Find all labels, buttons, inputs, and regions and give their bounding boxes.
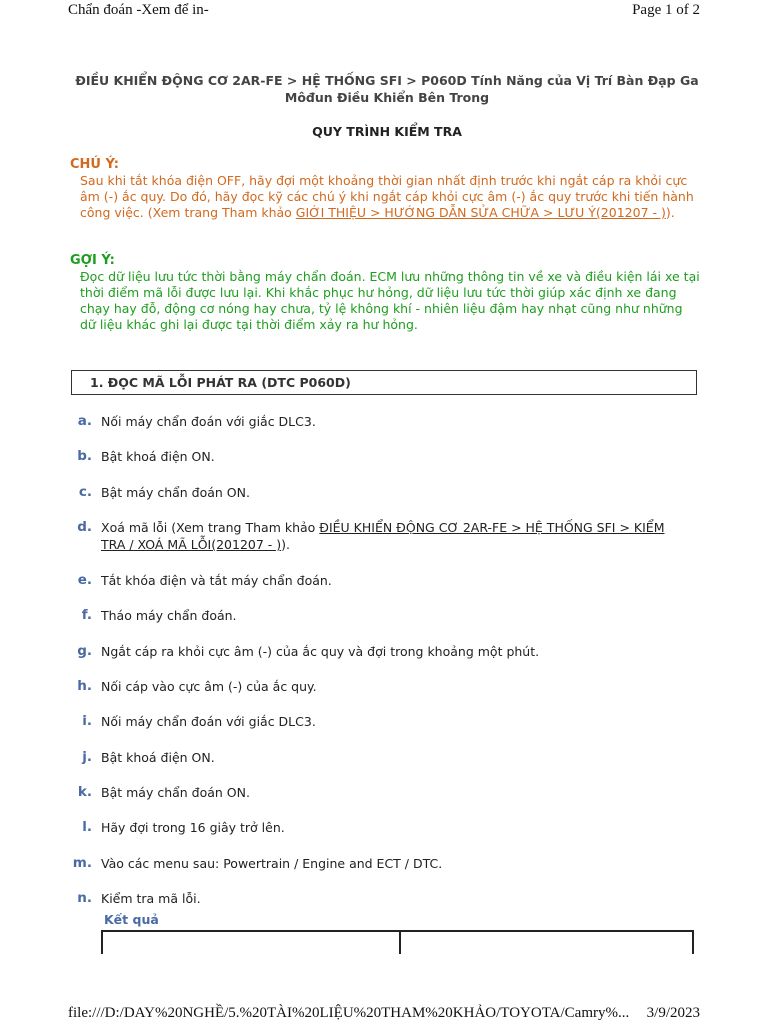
page-title: ĐIỀU KHIỂN ĐỘNG CƠ 2AR-FE > HỆ THỐNG SFI > P060D Tính Năng của Vị Trí Bàn Đạp Ga Môđun Điều Khiển Bên Trong (75, 73, 699, 105)
step-text: Tắt khóa điện và tắt máy chẩn đoán. (101, 573, 332, 588)
step-letter: a. (77, 413, 92, 429)
step-text: Vào các menu sau: Powertrain / Engine and ECT / DTC. (101, 856, 443, 871)
step-text: Bật máy chẩn đoán ON. (101, 785, 250, 800)
step-text: Kiểm tra mã lỗi. (101, 891, 201, 906)
section-heading-box (71, 370, 697, 395)
step-letter: g. (77, 643, 92, 659)
page-number: Page 1 of 2 (632, 2, 700, 18)
file-path: file:///D:/DAY%20NGHỀ/5.%20TÀI%20LIỆU%20THAM%20KHẢO/TOYOTA/Camry%... (68, 1005, 630, 1021)
print-header-title: Chẩn đoán -Xem để in- (68, 2, 209, 18)
result-table (101, 930, 694, 954)
step-text: Hãy đợi trong 16 giây trở lên. (101, 820, 285, 835)
step-letter: h. (77, 678, 92, 694)
section-title: 1. ĐỌC MÃ LỖI PHÁT RA (DTC P060D) (90, 375, 351, 390)
step-text (101, 519, 691, 553)
step-letter: e. (77, 572, 92, 588)
hint-text: Đọc dữ liệu lưu tức thời bằng máy chẩn đoán. ECM lưu những thông tin về xe và điều kiện lái xe tại thời điểm mã lỗi được lưu lại. Khi khắc phục hư hỏng, dữ liệu lưu tức thời giúp xác định xe đang chạy hay đỗ, động cơ nóng hay chưa, tỷ lệ không khí - nhiên liệu đậm hay nhạt cũng như những dữ liệu khác ghi lại được tại thời điểm xảy ra hư hỏng. (80, 269, 700, 332)
step-text: Bật khoá điện ON. (101, 750, 215, 765)
caution-body: Sau khi tắt khóa điện OFF, hãy đợi một khoảng thời gian nhất định trước khi ngắt cáp ra khỏi cực âm (-) ắc quy. Do đó, hãy đọc kỹ các chú ý khi ngắt cáp khỏi cực âm (-) ắc quy trước khi tiến hành công việc. (Xem trang Tham khảo (80, 173, 694, 220)
step-text: Nối máy chẩn đoán với giắc DLC3. (101, 714, 316, 729)
step-text-body: Xoá mã lỗi (Xem trang Tham khảo (101, 520, 320, 535)
step-letter: l. (82, 819, 92, 835)
result-label: Kết quả (104, 912, 159, 927)
step-text: Bật khoá điện ON. (101, 449, 215, 464)
procedure-heading: QUY TRÌNH KIỂM TRA (312, 124, 462, 139)
step-letter: j. (82, 749, 92, 765)
step-text: Nối máy chẩn đoán với giắc DLC3. (101, 414, 316, 429)
step-text: Nối cáp vào cực âm (-) của ắc quy. (101, 679, 317, 694)
step-letter: m. (72, 855, 92, 871)
caution-after: ). (665, 205, 675, 220)
caution-text (80, 173, 700, 221)
step-reference-link[interactable]: ĐIỀU KHIỂN ĐỘNG CƠ 2AR-FE > HỆ THỐNG SFI > KIỂM TRA / XOÁ MÃ LỖI(201207 - ) (101, 520, 665, 552)
step-letter: n. (77, 890, 92, 906)
step-letter: f. (81, 607, 92, 623)
step-letter: b. (77, 448, 92, 464)
step-letter: c. (78, 484, 92, 500)
step-text: Tháo máy chẩn đoán. (101, 608, 237, 623)
step-text-after: ). (281, 537, 291, 552)
caution-reference-link[interactable]: GIỚI THIỆU > HƯỚNG DẪN SỬA CHỮA > LƯU Ý(201207 - ) (295, 205, 666, 220)
step-text: Bật máy chẩn đoán ON. (101, 485, 250, 500)
step-letter: d. (77, 519, 92, 535)
caution-label: CHÚ Ý: (70, 157, 119, 172)
step-letter: i. (82, 713, 92, 729)
print-date: 3/9/2023 (646, 1005, 700, 1021)
hint-label: GỢI Ý: (70, 253, 115, 268)
step-letter: k. (77, 784, 92, 800)
result-table-divider (399, 932, 401, 954)
step-text: Ngắt cáp ra khỏi cực âm (-) của ắc quy và đợi trong khoảng một phút. (101, 644, 540, 659)
